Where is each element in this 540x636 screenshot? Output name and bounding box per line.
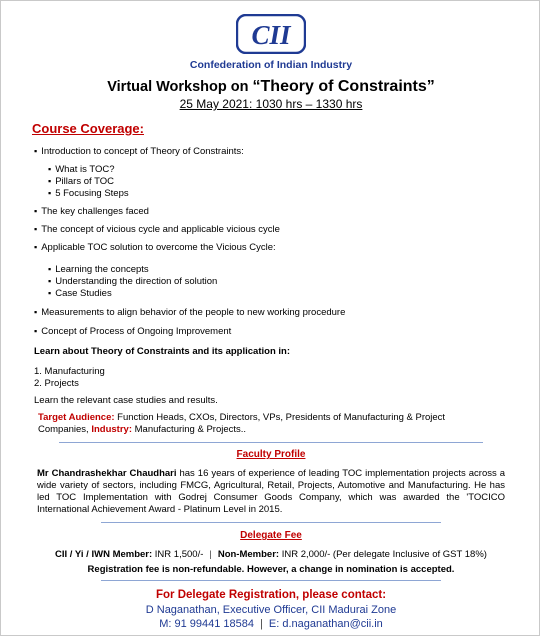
audience-text-cont: Companies,: [38, 424, 92, 435]
fee-heading: Delegate Fee: [240, 530, 302, 541]
fee-line: CII / Yi / IWN Member: INR 1,500/- | Non-Member: INR 2,000/- (Per delegate Inclusive of GST 18%): [55, 549, 487, 560]
course-item: ▪ The concept of vicious cycle and applicable vicious cycle: [34, 224, 280, 235]
course-subitem: ▪ What is TOC?: [48, 164, 115, 175]
audience-label: Target Audience:: [38, 412, 115, 423]
audience-text: Function Heads, CXOs, Directors, VPs, Presidents of Manufacturing & Project: [114, 412, 446, 423]
cii-logo: [236, 14, 306, 54]
application-item: 1. Manufacturing: [34, 366, 105, 377]
fee-note: Registration fee is non-refundable. However, a change in nomination is accepted.: [87, 564, 455, 575]
member-value: INR 1,500/-: [152, 549, 204, 560]
event-date: 25 May 2021: 1030 hrs – 1330 hrs: [179, 97, 363, 111]
divider: [59, 442, 483, 443]
faculty-heading: Faculty Profile: [236, 449, 306, 460]
target-audience: [38, 412, 445, 423]
course-heading: Course Coverage:: [32, 121, 144, 136]
member-label: CII / Yi / IWN Member:: [55, 549, 153, 560]
page-title: [1, 78, 540, 96]
title-prefix: Virtual Workshop on: [107, 79, 249, 95]
course-subitem: ▪ 5 Focusing Steps: [48, 188, 129, 199]
course-subitem: ▪ Understanding the direction of solution: [48, 276, 217, 287]
faculty-name: Mr Chandrashekhar Chaudhari: [37, 468, 177, 479]
learn-heading: Learn about Theory of Constraints and its application in:: [34, 346, 290, 357]
industry-line: [38, 424, 246, 435]
course-subitem: ▪ Pillars of TOC: [48, 176, 114, 187]
non-member-value: INR 2,000/- (Per delegate Inclusive of GST 18%): [279, 549, 487, 560]
non-member-label: Non-Member:: [217, 549, 280, 560]
course-item: ▪ Concept of Process of Ongoing Improvement: [34, 326, 231, 337]
industry-text: Manufacturing & Projects..: [131, 424, 247, 435]
course-item: ▪ The key challenges faced: [34, 206, 149, 217]
course-subitem: ▪ Learning the concepts: [48, 264, 149, 275]
contact-details: M: 91 99441 18584 | E: d.naganathan@cii.in: [159, 618, 383, 630]
logo-text: CII: [251, 20, 291, 50]
course-item: ▪ Measurements to align behavior of the people to new working procedure: [34, 307, 345, 318]
course-subitem: ▪ Case Studies: [48, 288, 112, 299]
course-item: ▪ Introduction to concept of Theory of Constraints:: [34, 146, 244, 157]
divider: [101, 522, 441, 523]
industry-label: Industry:: [91, 424, 132, 435]
application-item: 2. Projects: [34, 378, 79, 389]
org-name: Confederation of Indian Industry: [189, 59, 353, 71]
learn-note: Learn the relevant case studies and results.: [34, 395, 218, 406]
course-item: ▪ Applicable TOC solution to overcome the Vicious Cycle:: [34, 242, 276, 253]
faculty-bio-text: has 16 years of experience of leading TOC implementation projects across a wide variety of sectors, including FMCG, Agricultural, Retail, Projects, Automotive and Manufacturing. He has led TOC Implementation with Godrej Consumer Goods Company, which was awarded the 'TOCICO International Achievement Award - Platinum Level in 2015.: [37, 468, 505, 515]
contact-heading: For Delegate Registration, please contact:: [155, 589, 387, 601]
divider: [101, 580, 441, 581]
faculty-bio: [37, 468, 505, 516]
contact-name: D Naganathan, Executive Officer, CII Madurai Zone: [145, 604, 397, 616]
contact-mobile: M: 91 99441 18584: [159, 618, 255, 630]
title-main: “Theory of Constraints”: [252, 78, 435, 95]
contact-email[interactable]: E: d.naganathan@cii.in: [268, 618, 383, 630]
